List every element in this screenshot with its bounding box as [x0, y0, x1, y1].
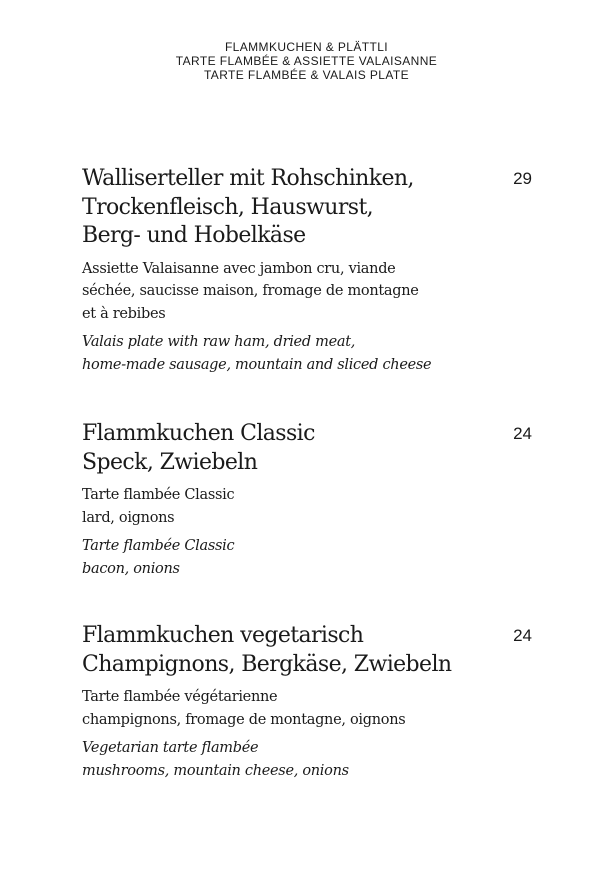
description-line: home-made sausage, mountain and sliced cheese	[82, 356, 432, 373]
title-line: Speck, Zwiebeln	[82, 449, 258, 475]
item-price: 24	[513, 626, 532, 645]
item-price: 24	[513, 424, 532, 443]
item-title-german	[82, 622, 482, 679]
item-description-english	[82, 737, 542, 782]
description-line: Assiette Valaisanne avec jambon cru, viande	[82, 260, 396, 277]
description-line: champignons, fromage de montagne, oignons	[82, 711, 406, 728]
description-line: Valais plate with raw ham, dried meat,	[82, 334, 356, 350]
menu-item-flammkuchen-classic	[82, 420, 542, 580]
title-line: Trockenfleisch, Hauswurst,	[82, 194, 374, 220]
description-line: séchée, saucisse maison, fromage de montagne	[82, 283, 419, 299]
item-description-french	[82, 258, 542, 326]
title-line: Walliserteller mit Rohschinken,	[82, 166, 414, 191]
header-german: FLAMMKUCHEN & PLÄTTLI	[224, 40, 389, 54]
title-line: Flammkuchen Classic	[82, 421, 315, 446]
description-line: Vegetarian tarte flambée	[82, 740, 259, 756]
item-description-english	[82, 331, 542, 376]
description-line: Tarte flambée Classic	[82, 487, 235, 503]
menu-item-walliserteller	[82, 165, 542, 376]
item-description-french	[82, 484, 542, 529]
item-price: 29	[513, 169, 532, 188]
description-line: Tarte flambée Classic	[82, 538, 235, 554]
item-title-german	[82, 165, 482, 251]
header-english: TARTE FLAMBÉE & VALAIS PLATE	[203, 68, 410, 82]
description-line: Tarte flambée végétarienne	[82, 689, 278, 705]
description-line: bacon, onions	[82, 560, 180, 577]
menu-item-flammkuchen-vegetarisch	[82, 622, 542, 782]
header-french: TARTE FLAMBÉE & ASSIETTE VALAISANNE	[175, 54, 438, 68]
description-line: mushrooms, mountain cheese, onions	[82, 762, 349, 779]
title-line: Champignons, Bergkäse, Zwiebeln	[82, 651, 452, 677]
item-title-german	[82, 420, 482, 477]
title-line: Berg- und Hobelkäse	[82, 223, 306, 248]
menu-section-header	[0, 40, 613, 82]
description-line: lard, oignons	[82, 509, 175, 526]
title-line: Flammkuchen vegetarisch	[82, 623, 364, 648]
item-description-english	[82, 535, 542, 580]
description-line: et à rebibes	[82, 305, 166, 322]
item-description-french	[82, 686, 542, 731]
